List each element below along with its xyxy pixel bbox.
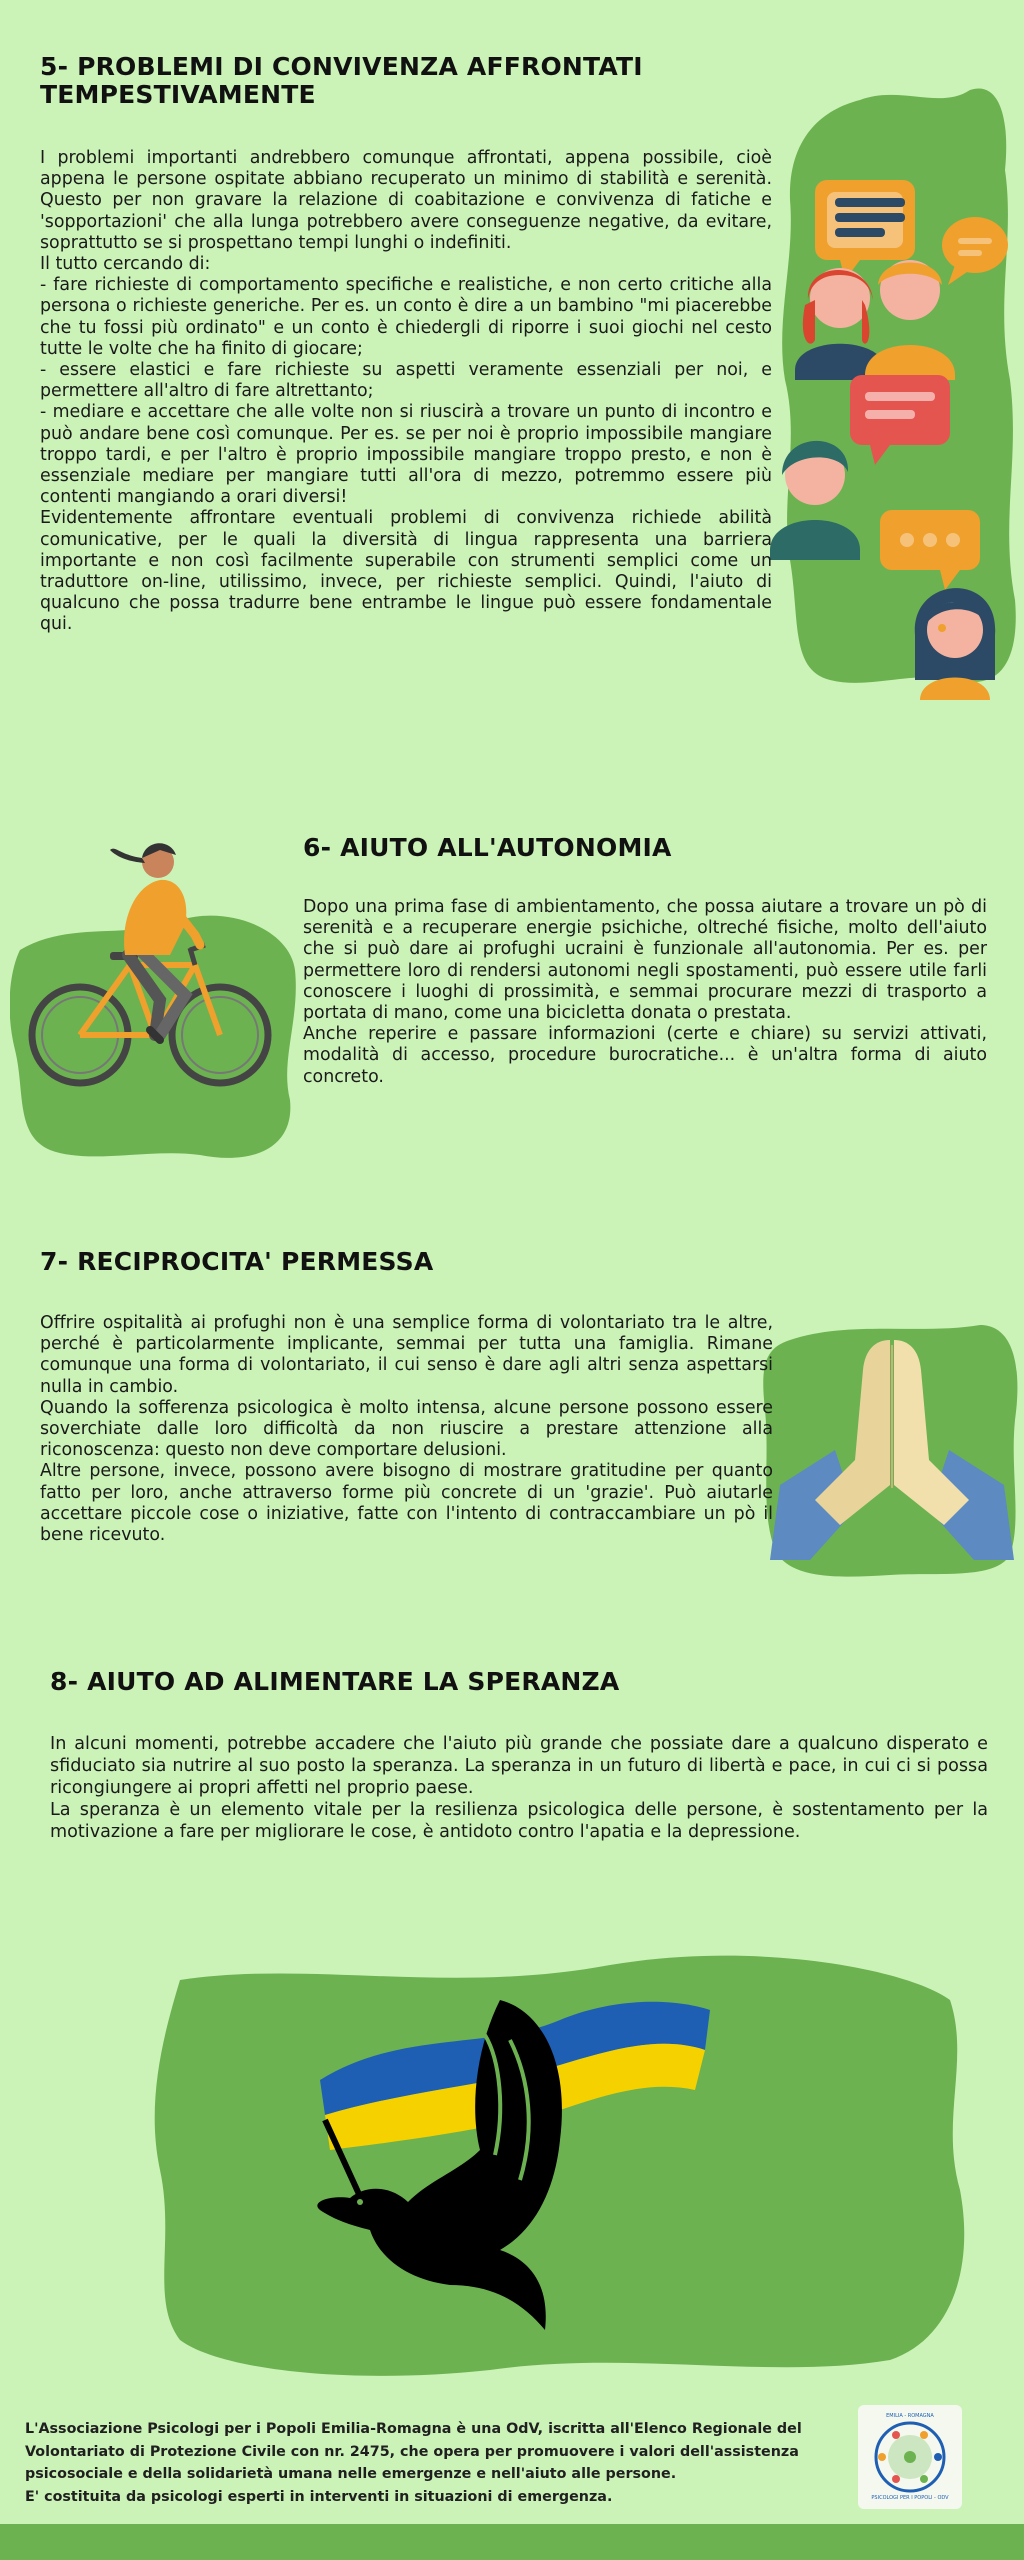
section-6-body: Dopo una prima fase di ambientamento, che possa aiutare a trovare un pò di serenità e a recuperare energie psichiche, oltreché fisiche, molto dell'aiuto che si può dare ai profughi ucraini è funzionale all'autonomia. Per es. per permettere loro di rendersi autonomi negli spostamenti, può essere utile farli conoscere i luoghi di prossimità, e semmai procurare mezzi di trasporto a portata di mano, come una bicicletta donata o prestata. Anche reperire e passare informazioni (certe e chiare) su servizi attivati, modalità di accesso, procedure burocratiche... è un'altra forma di aiuto concreto. [303,897,987,1087]
cyclist-illustration [10,830,300,1170]
bottom-bar [0,2524,1024,2560]
section-5-body: I problemi importanti andrebbero comunque affrontati, appena possibile, cioè appena le persone ospitate abbiano recuperato un minimo di stabilità e serenità. Questo per non gravare la relazione di coabitazione e convivenza di fatiche e 'sopportazioni' che alla lunga potrebbero avere conseguenze negative, da evitare, soprattutto se si prospettano tempi lunghi o indefiniti. Il tutto cercando di: - fare richieste di comportamento specifiche e realistiche, e non certo critiche alla persona o richieste generiche. Per es. un conto è dire a un bambino "mi piacerebbe che tu fossi più ordinato" e un conto è chiedergli di riporre i suoi giochi nel cesto tutte le volte che ha finito di giocare; - essere elastici e fare richieste su aspetti veramente essenziali per noi, e permettere all'altro di fare altrettanto; - mediare e accettare che alle volte non si riuscirà a trovare un punto di incontro e può andare bene così comunque. Per es. se per noi è proprio impossibile mangiare troppo tardi, e per l'altro è proprio impossibile mangiare troppo presto, e non è essenziale mediare per mangiare tutti all'ora di mezzo, potremmo essere più contenti mangiando a orari diversi! Evidentemente affrontare eventuali problemi di convivenza richiede abilità comunicative, per le quali la diversità di lingua rappresenta una barriera importante e non così facilmente superabile con strumenti semplici come un traduttore on-line, utilissimo, invece, per richieste semplici. Quindi, l'aiuto di qualcuno che possa tradurre bene entrambe le lingue può essere fondamentale qui. [40,148,772,635]
section-8-title: 8- AIUTO AD ALIMENTARE LA SPERANZA [50,1667,620,1696]
speech-people-illustration [770,80,1020,700]
peace-dove-flag-illustration [150,1940,970,2380]
praying-hands-illustration [760,1310,1024,1580]
logo-text-bottom: PSICOLOGI PER I POPOLI - ODV [871,2495,949,2501]
footer-text: L'Associazione Psicologi per i Popoli Emilia-Romagna è una OdV, iscritta all'Elenco Regionale del Volontariato di Protezione Civile con nr. 2475, che opera per promuovere i valori dell'assistenza psicosociale e della solidarietà umana nelle emergenze e nell'aiuto alle persone. E' costituita da psicologi esperti in interventi in situazioni di emergenza. [25,2421,802,2505]
section-7-body: Offrire ospitalità ai profughi non è una semplice forma di volontariato tra le altre, perché è particolarmente implicante, semmai per tutta una famiglia. Rimane comunque una forma di volontariato, il cui senso è dare agli altri senza aspettarsi nulla in cambio. Quando la sofferenza psicologica è molto intensa, alcune persone possono essere soverchiate dalle loro difficoltà da non riuscire a prestare attenzione alla riconoscenza: questo non deve comportare delusioni. Altre persone, invece, possono avere bisogno di mostrare gratitudine per quanto fatto per loro, anche attraverso forme più concrete di un 'grazie'. Può aiutarle accettare piccole cose o iniziative, fatte con l'intento di contraccambiare un pò il bene ricevuto. [40,1313,773,1546]
section-8-body: In alcuni momenti, potrebbe accadere che l'aiuto più grande che possiate dare a qualcuno disperato e sfiduciato sia nutrire al suo posto la speranza. La speranza in un futuro di libertà e pace, in cui ci si possa ricongiungere ai propri affetti nel proprio paese. La speranza è un elemento vitale per la resilienza psicologica delle persone, è sostentamento per la motivazione a fare per migliorare le cose, è antidoto contro l'apatia e la depressione. [50,1734,988,1842]
section-7-title: 7- RECIPROCITA' PERMESSA [40,1247,434,1276]
association-logo [858,2405,962,2509]
section-5-title: 5- PROBLEMI DI CONVIVENZA AFFRONTATI TEMPESTIVAMENTE [40,52,643,109]
logo-text-top: EMILIA - ROMAGNA [886,2413,934,2419]
section-6-title: 6- AIUTO ALL'AUTONOMIA [303,833,672,862]
